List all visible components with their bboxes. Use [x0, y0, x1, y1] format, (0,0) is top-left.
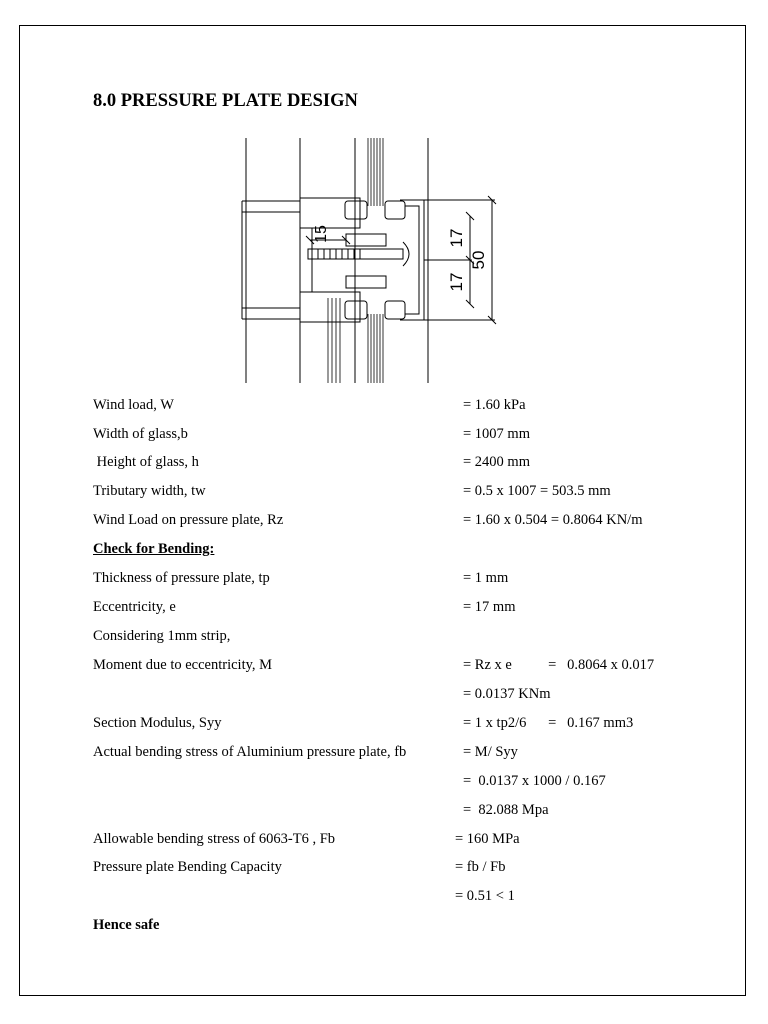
row-label: Allowable bending stress of 6063-T6 , Fb [93, 831, 336, 847]
dimension-17-lower: 17 [447, 272, 466, 292]
row-label: Tributary width, tw [93, 483, 206, 499]
row-label: Height of glass, h [93, 454, 199, 470]
row-label: Pressure plate Bending Capacity [93, 859, 282, 875]
dimension-15: 15 [313, 225, 330, 243]
row-value: = 1 mm [463, 570, 509, 586]
row-value: = 0.51 < 1 [455, 888, 515, 904]
row-value: = 2400 mm [463, 454, 530, 470]
conclusion-text: Hence safe [93, 917, 160, 933]
row-label: Wind Load on pressure plate, Rz [93, 512, 284, 528]
row-value: = 1.60 x 0.504 = 0.8064 KN/m [463, 512, 643, 528]
row-value: = Rz x e = 0.8064 x 0.017 [463, 657, 655, 673]
row-label: Actual bending stress of Aluminium pressure plate, fb [93, 744, 407, 760]
row-label: Width of glass,b [93, 426, 188, 442]
section-heading: 8.0 PRESSURE PLATE DESIGN [93, 91, 358, 111]
row-value: = 17 mm [463, 599, 516, 615]
row-label: Wind load, W [93, 397, 174, 413]
row-label: Section Modulus, Syy [93, 715, 222, 731]
subheading-check-for-bending: Check for Bending: [93, 541, 215, 557]
row-label: Moment due to eccentricity, M [93, 657, 273, 673]
dimension-17-upper: 17 [447, 228, 466, 248]
row-value: = 82.088 Mpa [463, 802, 549, 818]
row-label: Eccentricity, e [93, 599, 176, 615]
row-value: = 1 x tp2/6 = 0.167 mm3 [463, 715, 634, 731]
row-value: = 160 MPa [455, 831, 520, 847]
row-value: = 1.60 kPa [463, 397, 526, 413]
row-label: Thickness of pressure plate, tp [93, 570, 270, 586]
row-value: = 0.5 x 1007 = 503.5 mm [463, 483, 611, 499]
row-label: Considering 1mm strip, [93, 628, 231, 644]
pressure-plate-section-drawing [240, 138, 530, 383]
row-value: = 0.0137 KNm [463, 686, 551, 702]
row-value: = 1007 mm [463, 426, 530, 442]
row-value: = M/ Syy [463, 744, 518, 760]
dimension-50: 50 [469, 250, 488, 270]
row-value: = fb / Fb [455, 859, 506, 875]
row-value: = 0.0137 x 1000 / 0.167 [463, 773, 606, 789]
